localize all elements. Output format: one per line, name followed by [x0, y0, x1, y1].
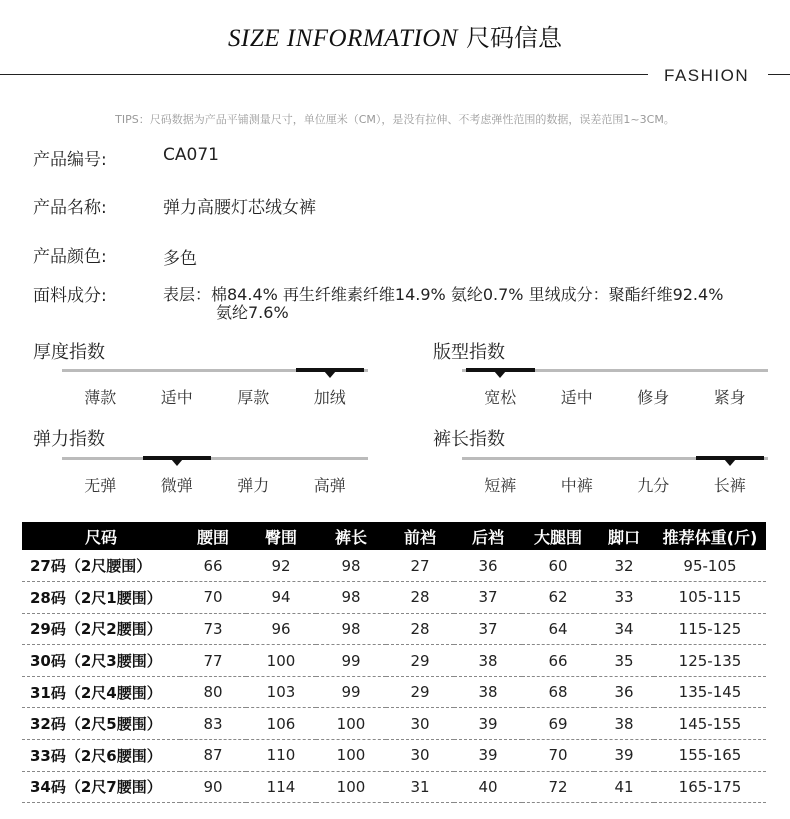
- table-cell: 100: [246, 645, 316, 677]
- page-title: [0, 18, 790, 53]
- elasticity-index-option: 无弹: [84, 476, 117, 495]
- product-name-label: 产品名称:: [33, 198, 107, 218]
- table-header-cell: 臀围: [246, 522, 316, 550]
- table-cell: 105-115: [654, 582, 766, 614]
- table-cell: 35: [594, 645, 654, 677]
- table-cell: 41: [594, 771, 654, 803]
- table-cell: 39: [454, 740, 522, 772]
- size-label-cell: 27码（2尺腰围）: [22, 550, 180, 582]
- table-header-cell: 推荐体重(斤): [654, 522, 766, 550]
- elasticity-index-option: 高弹: [313, 476, 346, 495]
- table-cell: 80: [180, 676, 246, 708]
- table-cell: 99: [316, 676, 386, 708]
- table-cell: 70: [180, 582, 246, 614]
- thickness-index-track: [62, 369, 368, 372]
- table-cell: 90: [180, 771, 246, 803]
- table-cell: 100: [316, 740, 386, 772]
- table-cell: 36: [454, 550, 522, 582]
- fit-index-pointer-icon: [494, 371, 506, 378]
- table-row: [22, 740, 766, 772]
- table-cell: 66: [180, 550, 246, 582]
- table-cell: 92: [246, 550, 316, 582]
- table-cell: 37: [454, 613, 522, 645]
- table-header-cell: 裤长: [316, 522, 386, 550]
- fit-index-option: 修身: [637, 388, 670, 407]
- fashion-label: FASHION: [664, 66, 750, 85]
- table-cell: 145-155: [654, 708, 766, 740]
- table-cell: 98: [316, 613, 386, 645]
- table-cell: 33: [594, 582, 654, 614]
- table-row: [22, 550, 766, 582]
- size-label-cell: 31码（2尺4腰围）: [22, 676, 180, 708]
- fabric-line-1: 表层：棉84.4% 再生纤维素纤维14.9% 氨纶0.7% 里绒成分：聚酯纤维92.4%: [163, 285, 724, 304]
- size-label-cell: 32码（2尺5腰围）: [22, 708, 180, 740]
- table-cell: 100: [316, 771, 386, 803]
- table-cell: 98: [316, 582, 386, 614]
- table-cell: 99: [316, 645, 386, 677]
- table-cell: 115-125: [654, 613, 766, 645]
- thickness-index-option: 加绒: [313, 388, 346, 407]
- table-row: [22, 676, 766, 708]
- table-cell: 135-145: [654, 676, 766, 708]
- table-header-cell: 腰围: [180, 522, 246, 550]
- product-code-label: 产品编号:: [33, 150, 107, 170]
- fabric-label: 面料成分:: [33, 286, 107, 306]
- table-cell: 30: [386, 708, 454, 740]
- product-name-value: 弹力高腰灯芯绒女裤: [163, 198, 316, 218]
- elasticity-index-title: 弹力指数: [33, 429, 105, 450]
- table-cell: 28: [386, 613, 454, 645]
- table-header-cell: 尺码: [22, 522, 180, 550]
- fit-index-option: 紧身: [713, 388, 746, 407]
- length-index-option: 短裤: [484, 476, 517, 495]
- table-cell: 66: [522, 645, 594, 677]
- table-cell: 95-105: [654, 550, 766, 582]
- elasticity-index-option: 微弹: [160, 476, 193, 495]
- table-cell: 77: [180, 645, 246, 677]
- thickness-index-option: 薄款: [84, 388, 117, 407]
- product-color-value: 多色: [163, 249, 197, 269]
- length-index-title: 裤长指数: [433, 429, 505, 450]
- fabric-line-2: 氨纶7.6%: [216, 303, 289, 322]
- table-cell: 27: [386, 550, 454, 582]
- size-table: [22, 522, 766, 803]
- length-index-option: 中裤: [560, 476, 593, 495]
- fit-index-track: [462, 369, 768, 372]
- table-cell: 68: [522, 676, 594, 708]
- table-cell: 106: [246, 708, 316, 740]
- table-header-cell: 前裆: [386, 522, 454, 550]
- table-header-cell: 后裆: [454, 522, 522, 550]
- table-cell: 100: [316, 708, 386, 740]
- elasticity-index-pointer-icon: [171, 459, 183, 466]
- thickness-index-option: 厚款: [237, 388, 270, 407]
- divider-line: [0, 74, 648, 75]
- product-code-value: CA071: [163, 145, 219, 165]
- table-cell: 83: [180, 708, 246, 740]
- length-index-option: 长裤: [713, 476, 746, 495]
- tips-text: TIPS：尺码数据为产品平铺测量尺寸，单位厘米（CM），是没有拉伸、不考虑弹性范围的数据，误差范围1~3CM。: [115, 113, 675, 126]
- table-cell: 96: [246, 613, 316, 645]
- table-cell: 165-175: [654, 771, 766, 803]
- divider-line-right: [768, 74, 790, 75]
- table-cell: 38: [594, 708, 654, 740]
- table-row: [22, 613, 766, 645]
- thickness-index-pointer-icon: [324, 371, 336, 378]
- size-label-cell: 33码（2尺6腰围）: [22, 740, 180, 772]
- table-cell: 40: [454, 771, 522, 803]
- thickness-index-title: 厚度指数: [33, 342, 105, 363]
- product-color-label: 产品颜色:: [33, 247, 107, 267]
- table-cell: 87: [180, 740, 246, 772]
- length-index-track: [462, 457, 768, 460]
- table-cell: 70: [522, 740, 594, 772]
- table-cell: 73: [180, 613, 246, 645]
- table-header-cell: 脚口: [594, 522, 654, 550]
- table-header-row: [22, 522, 766, 550]
- elasticity-index-track: [62, 457, 368, 460]
- table-cell: 103: [246, 676, 316, 708]
- table-cell: 110: [246, 740, 316, 772]
- table-row: [22, 582, 766, 614]
- table-cell: 62: [522, 582, 594, 614]
- table-cell: 69: [522, 708, 594, 740]
- table-cell: 34: [594, 613, 654, 645]
- fit-index-title: 版型指数: [433, 342, 505, 363]
- table-cell: 64: [522, 613, 594, 645]
- table-cell: 39: [594, 740, 654, 772]
- table-cell: 38: [454, 676, 522, 708]
- table-cell: 39: [454, 708, 522, 740]
- table-cell: 94: [246, 582, 316, 614]
- table-cell: 29: [386, 645, 454, 677]
- table-cell: 30: [386, 740, 454, 772]
- table-cell: 38: [454, 645, 522, 677]
- table-cell: 125-135: [654, 645, 766, 677]
- fit-index-option: 适中: [560, 388, 593, 407]
- length-index-option: 九分: [637, 476, 670, 495]
- size-label-cell: 29码（2尺2腰围）: [22, 613, 180, 645]
- table-row: [22, 708, 766, 740]
- table-cell: 60: [522, 550, 594, 582]
- title-chinese: 尺码信息: [465, 24, 562, 52]
- size-label-cell: 34码（2尺7腰围）: [22, 771, 180, 803]
- table-cell: 31: [386, 771, 454, 803]
- table-row: [22, 771, 766, 803]
- table-cell: 72: [522, 771, 594, 803]
- table-cell: 28: [386, 582, 454, 614]
- table-row: [22, 645, 766, 677]
- table-cell: 114: [246, 771, 316, 803]
- table-cell: 155-165: [654, 740, 766, 772]
- table-cell: 32: [594, 550, 654, 582]
- table-cell: 29: [386, 676, 454, 708]
- thickness-index-option: 适中: [160, 388, 193, 407]
- size-label-cell: 30码（2尺3腰围）: [22, 645, 180, 677]
- fit-index-option: 宽松: [484, 388, 517, 407]
- length-index-pointer-icon: [724, 459, 736, 466]
- size-label-cell: 28码（2尺1腰围）: [22, 582, 180, 614]
- table-cell: 37: [454, 582, 522, 614]
- table-cell: 98: [316, 550, 386, 582]
- elasticity-index-option: 弹力: [237, 476, 270, 495]
- table-header-cell: 大腿围: [522, 522, 594, 550]
- table-cell: 36: [594, 676, 654, 708]
- title-english: SIZE INFORMATION: [228, 25, 458, 52]
